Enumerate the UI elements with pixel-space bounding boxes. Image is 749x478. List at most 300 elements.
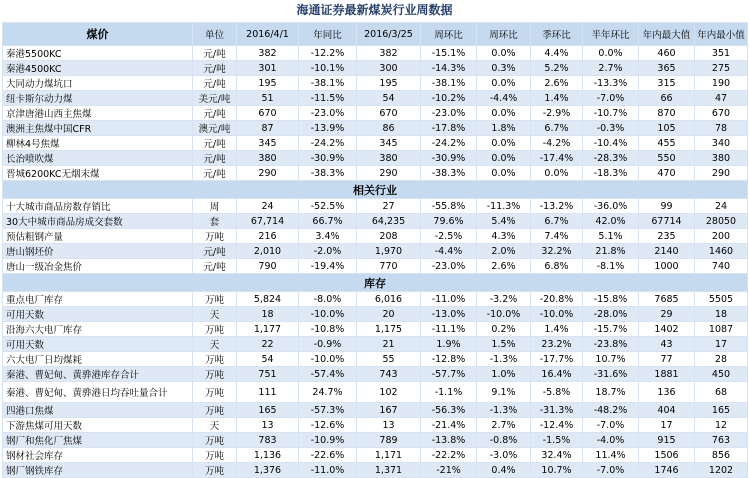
value-cell: 5.4% [477, 214, 531, 229]
unit-cell: 万吨 [193, 352, 237, 367]
header-cell: 单位 [193, 23, 237, 46]
value-cell: 43 [639, 337, 695, 352]
value-cell: 1.4% [531, 322, 583, 337]
header-cell: 年同比 [299, 23, 357, 46]
value-cell: 300 [357, 61, 421, 76]
value-cell: -15.7% [583, 322, 639, 337]
value-cell: 195 [357, 76, 421, 91]
value-cell: -10.0% [477, 307, 531, 322]
row-label: 下游焦煤可用天数 [3, 418, 193, 433]
value-cell: -4.4% [477, 91, 531, 106]
unit-cell: 万吨 [193, 403, 237, 418]
table-row [3, 46, 748, 61]
value-cell: 0.0% [477, 46, 531, 61]
row-label: 可用天数 [3, 307, 193, 322]
row-label: 唐山钢坯价 [3, 244, 193, 259]
table-row [3, 61, 748, 76]
value-cell: -12.4% [531, 418, 583, 433]
value-cell: 1000 [639, 259, 695, 274]
value-cell: -12.6% [299, 418, 357, 433]
value-cell: -13.2% [531, 199, 583, 214]
value-cell: 670 [357, 106, 421, 121]
table-row [3, 151, 748, 166]
value-cell: -15.1% [421, 46, 477, 61]
value-cell: 1,376 [237, 463, 299, 478]
report-title: 海通证券最新煤炭行业周数据 [296, 3, 453, 17]
header-cell: 煤价 [3, 23, 193, 46]
value-cell: -10.0% [531, 307, 583, 322]
table-row [3, 292, 748, 307]
value-cell: -10.8% [299, 322, 357, 337]
value-cell: -14.3% [421, 61, 477, 76]
value-cell: -10.2% [421, 91, 477, 106]
value-cell: 165 [237, 403, 299, 418]
value-cell: 67,714 [237, 214, 299, 229]
header-cell: 周环比 [421, 23, 477, 46]
value-cell: 2.6% [531, 76, 583, 91]
row-label: 大同动力煤坑口 [3, 76, 193, 91]
value-cell: 22 [237, 337, 299, 352]
value-cell: -7.0% [583, 91, 639, 106]
value-cell: -10.4% [583, 136, 639, 151]
value-cell: 54 [357, 91, 421, 106]
unit-cell: 美元/吨 [193, 91, 237, 106]
unit-cell: 万吨 [193, 229, 237, 244]
unit-cell: 万吨 [193, 448, 237, 463]
unit-cell: 万吨 [193, 367, 237, 382]
row-label: 重点电厂库存 [3, 292, 193, 307]
value-cell: -11.3% [477, 199, 531, 214]
row-label: 晋城6200KC无烟末煤 [3, 166, 193, 181]
value-cell: -23.8% [583, 337, 639, 352]
value-cell: 382 [237, 46, 299, 61]
unit-cell: 万吨 [193, 433, 237, 448]
row-label: 沿海六大电厂库存 [3, 322, 193, 337]
value-cell: -38.3% [299, 166, 357, 181]
unit-cell: 周 [193, 199, 237, 214]
value-cell: 5.2% [531, 61, 583, 76]
value-cell: -38.1% [299, 76, 357, 91]
value-cell: 2140 [639, 244, 695, 259]
value-cell: 1506 [639, 448, 695, 463]
table-row [3, 166, 748, 181]
table-row [3, 433, 748, 448]
value-cell: 4.3% [477, 229, 531, 244]
value-cell: -1.1% [421, 382, 477, 403]
value-cell: -8.1% [583, 259, 639, 274]
row-label: 秦港5500KC [3, 46, 193, 61]
value-cell: -52.5% [299, 199, 357, 214]
table-row [3, 352, 748, 367]
value-cell: -20.8% [531, 292, 583, 307]
value-cell: -23.0% [299, 106, 357, 121]
unit-cell: 元/吨 [193, 46, 237, 61]
value-cell: 1.9% [421, 337, 477, 352]
value-cell: 365 [639, 61, 695, 76]
value-cell: -11.0% [299, 463, 357, 478]
value-cell: -2.5% [421, 229, 477, 244]
value-cell: -21.4% [421, 418, 477, 433]
value-cell: -17.8% [421, 121, 477, 136]
value-cell: 670 [237, 106, 299, 121]
value-cell: 2.7% [583, 61, 639, 76]
value-cell: -4.2% [531, 136, 583, 151]
value-cell: 86 [357, 121, 421, 136]
value-cell: 4.4% [531, 46, 583, 61]
value-cell: 783 [237, 433, 299, 448]
value-cell: 0.0% [477, 166, 531, 181]
value-cell: -24.2% [299, 136, 357, 151]
value-cell: 0.3% [477, 61, 531, 76]
value-cell: -3.0% [477, 448, 531, 463]
value-cell: -22.6% [299, 448, 357, 463]
value-cell: -19.4% [299, 259, 357, 274]
unit-cell: 元/吨 [193, 76, 237, 91]
value-cell: 13 [357, 418, 421, 433]
row-label: 秦港、曹妃甸、黄骅港日均吞吐量合计 [3, 382, 193, 403]
value-cell: 18.7% [583, 382, 639, 403]
value-cell: -48.2% [583, 403, 639, 418]
unit-cell: 元/吨 [193, 244, 237, 259]
value-cell: -10.1% [299, 61, 357, 76]
header-cell: 年内最大值 [639, 23, 695, 46]
value-cell: -4.4% [421, 244, 477, 259]
unit-cell: 万吨 [193, 292, 237, 307]
value-cell: 17 [639, 418, 695, 433]
value-cell: -17.4% [531, 151, 583, 166]
unit-cell: 元/吨 [193, 61, 237, 76]
value-cell: 345 [237, 136, 299, 151]
value-cell: -30.9% [299, 151, 357, 166]
value-cell: -7.0% [583, 418, 639, 433]
value-cell: 470 [639, 166, 695, 181]
header-cell: 2016/3/25 [357, 23, 421, 46]
value-cell: 1,136 [237, 448, 299, 463]
value-cell: -0.9% [299, 337, 357, 352]
value-cell: 1087 [695, 322, 748, 337]
unit-cell: 套 [193, 214, 237, 229]
value-cell: 870 [639, 106, 695, 121]
value-cell: 7685 [639, 292, 695, 307]
value-cell: 340 [695, 136, 748, 151]
value-cell: -4.0% [583, 433, 639, 448]
value-cell: 450 [695, 367, 748, 382]
table-row [3, 136, 748, 151]
value-cell: 2.7% [477, 418, 531, 433]
unit-cell: 万吨 [193, 463, 237, 478]
row-label: 秦港、曹妃甸、黄骅港库存合计 [3, 367, 193, 382]
value-cell: -0.3% [583, 121, 639, 136]
value-cell: 77 [639, 352, 695, 367]
row-label: 纽卡斯尔动力煤 [3, 91, 193, 106]
unit-cell: 元/吨 [193, 259, 237, 274]
row-label: 可用天数 [3, 337, 193, 352]
section-header-row [3, 181, 748, 199]
value-cell: 29 [639, 307, 695, 322]
value-cell: 0.0% [477, 106, 531, 121]
value-cell: 42.0% [583, 214, 639, 229]
value-cell: 290 [237, 166, 299, 181]
value-cell: 23.2% [531, 337, 583, 352]
header-cell: 周环比 [477, 23, 531, 46]
table-row [3, 199, 748, 214]
value-cell: -21% [421, 463, 477, 478]
table-row [3, 259, 748, 274]
value-cell: -12.8% [421, 352, 477, 367]
value-cell: -55.8% [421, 199, 477, 214]
table-row [3, 322, 748, 337]
value-cell: 670 [695, 106, 748, 121]
value-cell: 208 [357, 229, 421, 244]
value-cell: 27 [357, 199, 421, 214]
value-cell: 64,235 [357, 214, 421, 229]
value-cell: 382 [357, 46, 421, 61]
value-cell: 345 [357, 136, 421, 151]
row-label: 钢厂和焦化厂焦煤 [3, 433, 193, 448]
value-cell: 770 [357, 259, 421, 274]
value-cell: 47 [695, 91, 748, 106]
value-cell: 78 [695, 121, 748, 136]
value-cell: 789 [357, 433, 421, 448]
value-cell: 3.4% [299, 229, 357, 244]
unit-cell: 天 [193, 418, 237, 433]
value-cell: -57.7% [421, 367, 477, 382]
value-cell: -1.5% [531, 433, 583, 448]
value-cell: -7.0% [583, 463, 639, 478]
row-label: 澳洲主焦煤中国CFR [3, 121, 193, 136]
value-cell: -15.8% [583, 292, 639, 307]
row-label: 唐山一级冶金焦价 [3, 259, 193, 274]
value-cell: -1.3% [477, 352, 531, 367]
value-cell: -17.7% [531, 352, 583, 367]
value-cell: 21 [357, 337, 421, 352]
value-cell: -30.9% [421, 151, 477, 166]
table-row [3, 229, 748, 244]
value-cell: 380 [357, 151, 421, 166]
value-cell: 235 [639, 229, 695, 244]
value-cell: -10.7% [583, 106, 639, 121]
value-cell: -38.3% [421, 166, 477, 181]
value-cell: -1.3% [477, 403, 531, 418]
value-cell: 99 [639, 199, 695, 214]
value-cell: -13.9% [299, 121, 357, 136]
value-cell: 9.1% [477, 382, 531, 403]
value-cell: 380 [695, 151, 748, 166]
value-cell: 165 [695, 403, 748, 418]
unit-cell: 澳元/吨 [193, 121, 237, 136]
value-cell: 6.7% [531, 121, 583, 136]
table-row [3, 367, 748, 382]
value-cell: 763 [695, 433, 748, 448]
value-cell: 0.2% [477, 322, 531, 337]
value-cell: -57.3% [299, 403, 357, 418]
value-cell: -31.6% [583, 367, 639, 382]
value-cell: 55 [357, 352, 421, 367]
value-cell: 455 [639, 136, 695, 151]
value-cell: 21.8% [583, 244, 639, 259]
value-cell: -12.2% [299, 46, 357, 61]
value-cell: 28 [695, 352, 748, 367]
value-cell: -38.1% [421, 76, 477, 91]
value-cell: 0.0% [477, 76, 531, 91]
value-cell: 67714 [639, 214, 695, 229]
value-cell: 111 [237, 382, 299, 403]
value-cell: 751 [237, 367, 299, 382]
value-cell: 102 [357, 382, 421, 403]
value-cell: -13.0% [421, 307, 477, 322]
value-cell: 6.7% [531, 214, 583, 229]
value-cell: -3.2% [477, 292, 531, 307]
value-cell: 1,175 [357, 322, 421, 337]
value-cell: 66 [639, 91, 695, 106]
section-title: 相关行业 [3, 181, 748, 199]
value-cell: 351 [695, 46, 748, 61]
row-label: 柳林4号焦煤 [3, 136, 193, 151]
table-row [3, 403, 748, 418]
value-cell: 1.5% [477, 337, 531, 352]
value-cell: 275 [695, 61, 748, 76]
value-cell: 87 [237, 121, 299, 136]
unit-cell: 元/吨 [193, 151, 237, 166]
value-cell: 460 [639, 46, 695, 61]
value-cell: 5,824 [237, 292, 299, 307]
value-cell: 105 [639, 121, 695, 136]
value-cell: 24 [237, 199, 299, 214]
value-cell: -2.0% [299, 244, 357, 259]
value-cell: -36.0% [583, 199, 639, 214]
value-cell: 0.0% [477, 136, 531, 151]
value-cell: -10.0% [299, 307, 357, 322]
header-cell: 2016/4/1 [237, 23, 299, 46]
row-label: 预估粗钢产量 [3, 229, 193, 244]
value-cell: 195 [237, 76, 299, 91]
value-cell: 740 [695, 259, 748, 274]
value-cell: 79.6% [421, 214, 477, 229]
value-cell: 28050 [695, 214, 748, 229]
value-cell: 1881 [639, 367, 695, 382]
value-cell: 5.1% [583, 229, 639, 244]
value-cell: 136 [639, 382, 695, 403]
value-cell: 0.0% [583, 46, 639, 61]
row-label: 钢材社会库存 [3, 448, 193, 463]
value-cell: 315 [639, 76, 695, 91]
row-label: 钢厂钢铁库存 [3, 463, 193, 478]
value-cell: 1746 [639, 463, 695, 478]
unit-cell: 万吨 [193, 322, 237, 337]
value-cell: 10.7% [583, 352, 639, 367]
value-cell: 24 [695, 199, 748, 214]
value-cell: 0.4% [477, 463, 531, 478]
value-cell: -57.4% [299, 367, 357, 382]
value-cell: 1,970 [357, 244, 421, 259]
value-cell: 2.0% [477, 244, 531, 259]
value-cell: 1.8% [477, 121, 531, 136]
value-cell: 1.0% [477, 367, 531, 382]
value-cell: 12 [695, 418, 748, 433]
row-label: 十大城市商品房数存销比 [3, 199, 193, 214]
value-cell: 550 [639, 151, 695, 166]
table-row [3, 76, 748, 91]
table-row [3, 307, 748, 322]
table-row [3, 382, 748, 403]
unit-cell: 天 [193, 307, 237, 322]
table-row [3, 418, 748, 433]
unit-cell: 元/吨 [193, 136, 237, 151]
table-row [3, 337, 748, 352]
value-cell: -22.2% [421, 448, 477, 463]
section-header-row [3, 274, 748, 292]
value-cell: -11.0% [421, 292, 477, 307]
value-cell: 1,177 [237, 322, 299, 337]
value-cell: 66.7% [299, 214, 357, 229]
value-cell: 32.2% [531, 244, 583, 259]
value-cell: 743 [357, 367, 421, 382]
value-cell: 18 [237, 307, 299, 322]
value-cell: 2.6% [477, 259, 531, 274]
value-cell: 1,171 [357, 448, 421, 463]
value-cell: 1,371 [357, 463, 421, 478]
value-cell: 790 [237, 259, 299, 274]
value-cell: 54 [237, 352, 299, 367]
value-cell: -8.0% [299, 292, 357, 307]
value-cell: -31.3% [531, 403, 583, 418]
value-cell: 20 [357, 307, 421, 322]
value-cell: -28.3% [583, 151, 639, 166]
unit-cell: 元/吨 [193, 166, 237, 181]
value-cell: 0.0% [477, 151, 531, 166]
section-title: 库存 [3, 274, 748, 292]
value-cell: -11.1% [421, 322, 477, 337]
value-cell: 5505 [695, 292, 748, 307]
value-cell: 301 [237, 61, 299, 76]
value-cell: 216 [237, 229, 299, 244]
header-cell: 半年环比 [583, 23, 639, 46]
unit-cell: 万吨 [193, 382, 237, 403]
value-cell: -18.3% [583, 166, 639, 181]
table-row [3, 463, 748, 478]
row-label: 京津唐港山西主焦煤 [3, 106, 193, 121]
value-cell: -13.8% [421, 433, 477, 448]
table-row [3, 91, 748, 106]
unit-cell: 元/吨 [193, 106, 237, 121]
header-row [3, 23, 748, 46]
table-row [3, 214, 748, 229]
value-cell: 18 [695, 307, 748, 322]
value-cell: 290 [695, 166, 748, 181]
value-cell: -5.8% [531, 382, 583, 403]
value-cell: 2,010 [237, 244, 299, 259]
value-cell: 380 [237, 151, 299, 166]
value-cell: -23.0% [421, 106, 477, 121]
value-cell: -28.0% [583, 307, 639, 322]
header-cell: 季环比 [531, 23, 583, 46]
value-cell: 1202 [695, 463, 748, 478]
value-cell: 190 [695, 76, 748, 91]
value-cell: -10.9% [299, 433, 357, 448]
value-cell: 915 [639, 433, 695, 448]
value-cell: -2.9% [531, 106, 583, 121]
value-cell: 68 [695, 382, 748, 403]
value-cell: 200 [695, 229, 748, 244]
row-label: 30大中城市商品房成交套数 [3, 214, 193, 229]
table-row [3, 121, 748, 136]
row-label: 四港口焦煤 [3, 403, 193, 418]
value-cell: 11.4% [583, 448, 639, 463]
unit-cell: 天 [193, 337, 237, 352]
value-cell: 1460 [695, 244, 748, 259]
value-cell: 1402 [639, 322, 695, 337]
value-cell: -13.3% [583, 76, 639, 91]
